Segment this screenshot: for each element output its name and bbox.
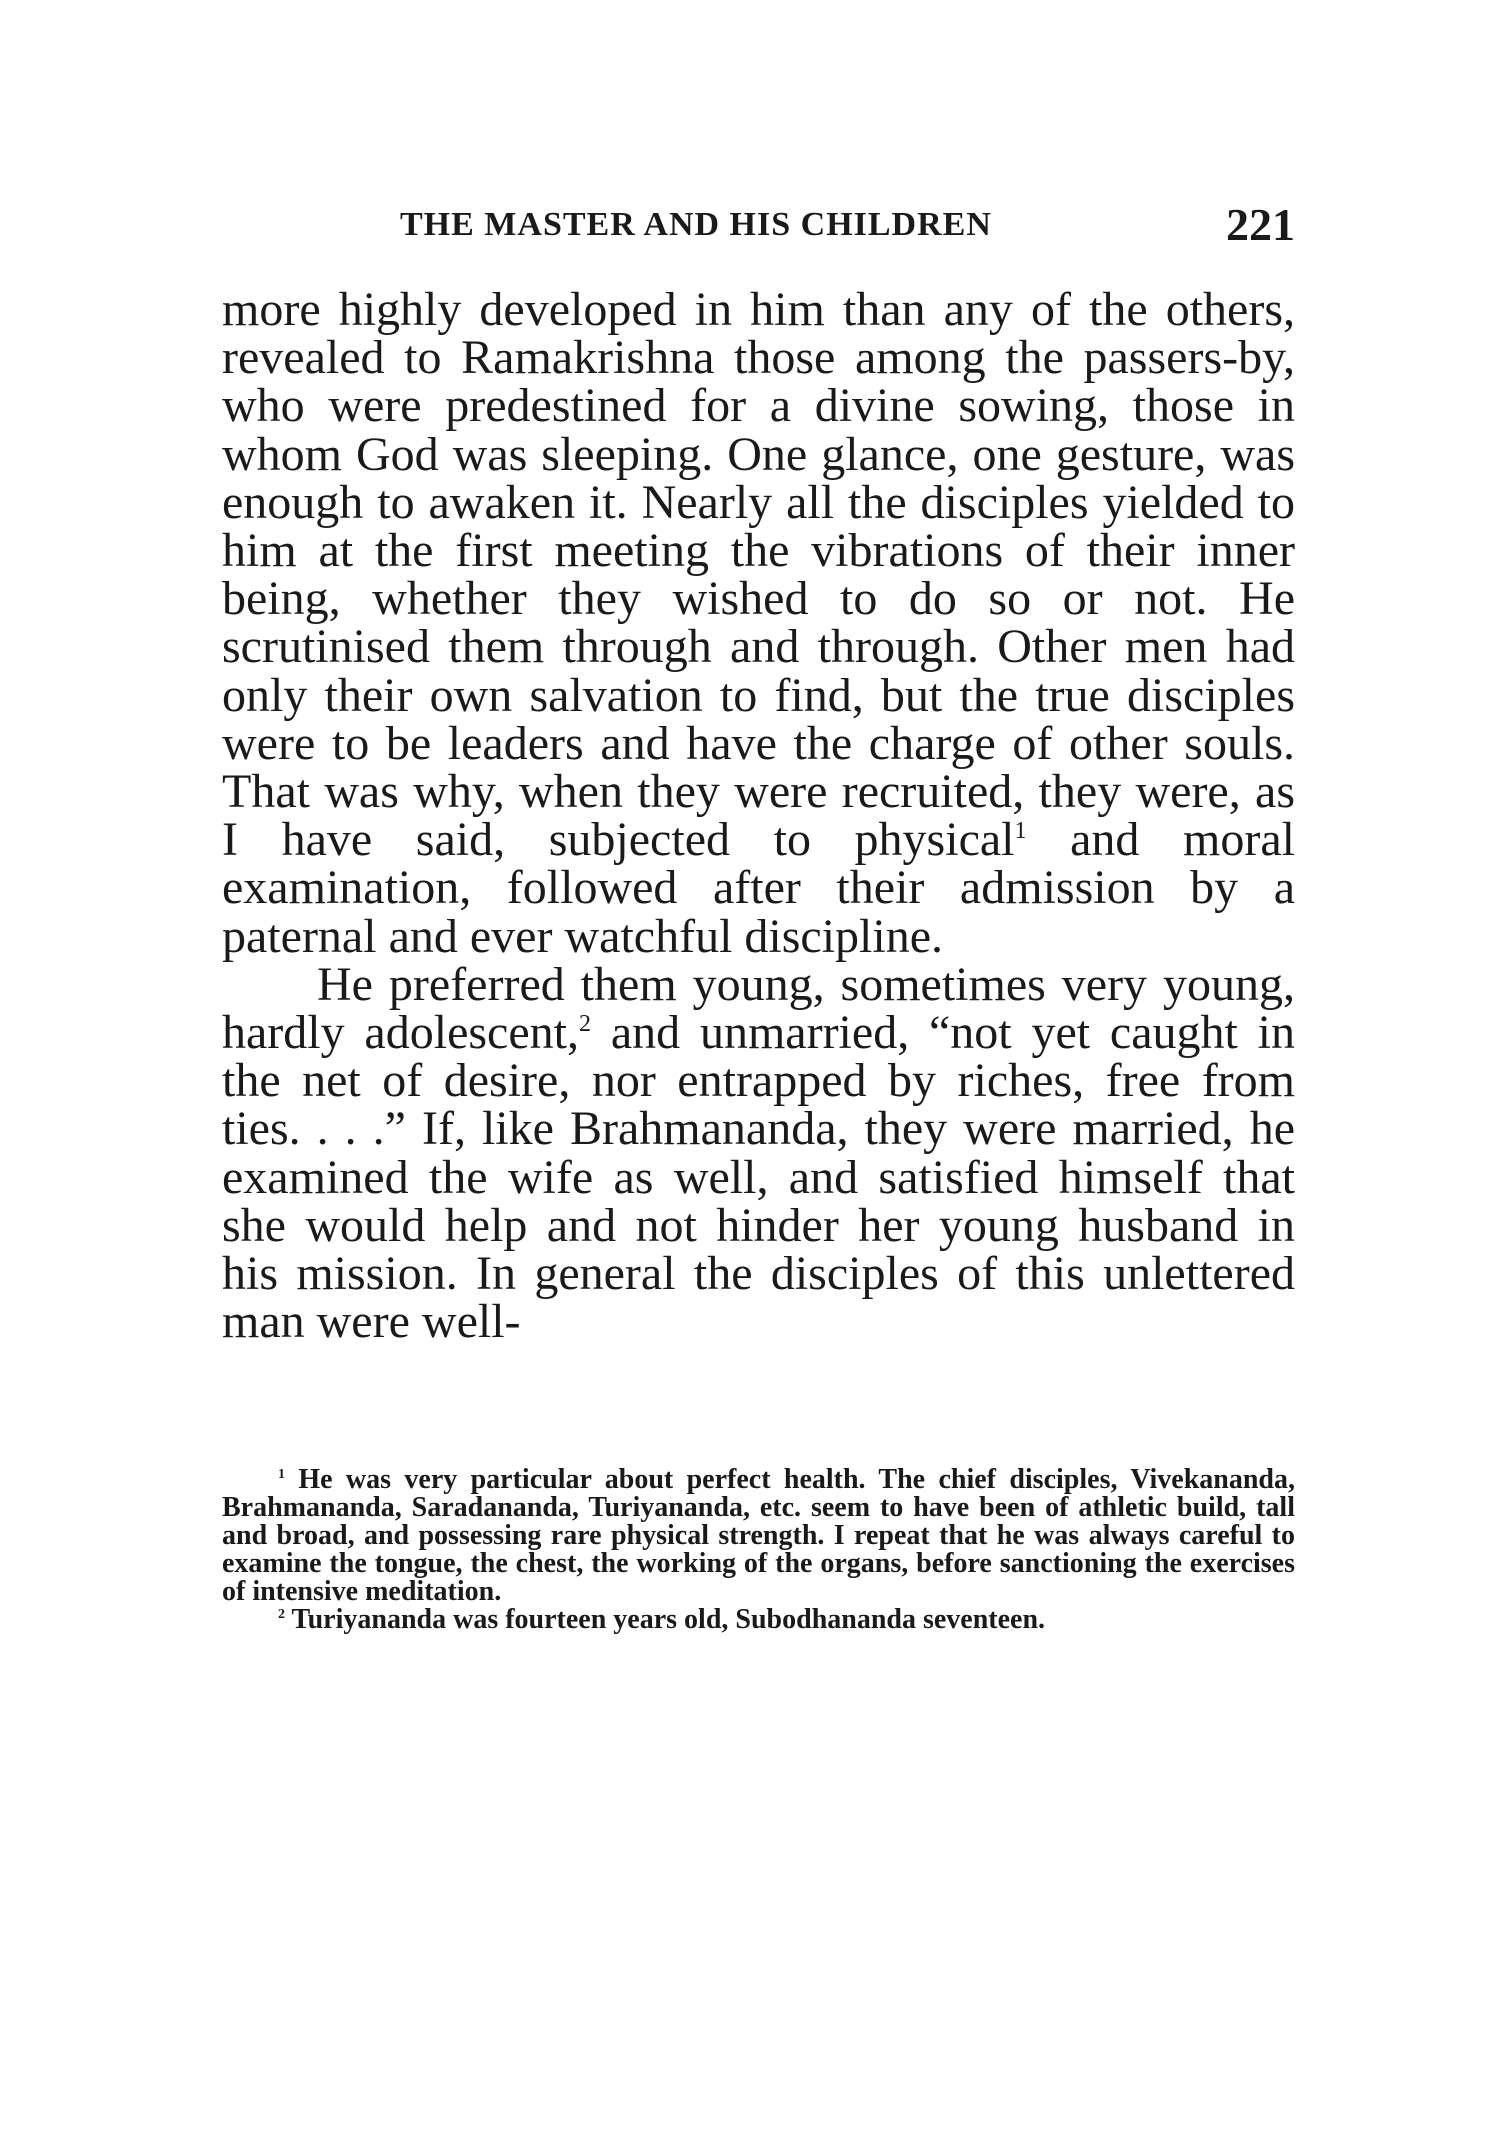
paragraph-text: more highly developed in him than any of the others, revealed to Ramakrishna those among the passers-by, who were predestined for a divine sowing, those in whom God was sleeping. One glance, one gesture, was enough to awaken it. Nearly all the disciples yielded to him at the first meeting the vibrations of their inner being, whether they wished to do so or not. He scrutinised them through and through. Other men had only their own salvation to find, but the true disciples were to be leaders and have the charge of other souls. That was why, when they were recruited, they were, as I have said, subjected to physical: [222, 283, 1295, 867]
paragraph: [222, 957, 1295, 1349]
footnote-reference: 1: [1014, 818, 1027, 845]
running-head: [222, 198, 1295, 258]
paragraph-text: and moral examination, followed after their admission by a paternal and ever watchful discipline.: [222, 813, 1295, 963]
footnotes: [222, 1466, 1295, 1634]
footnote: [222, 1466, 1295, 1606]
footnote-text: He was very particular about perfect health. The chief disciples, Vivekananda, Brahmananda, Saradananda, Turiyananda, etc. seem to have been of athletic build, tall and broad, and possessing rare physical strength. I repeat that he was always careful to examine the tongue, the chest, the working of the organs, before sanctioning the exercises of intensive meditation.: [222, 1464, 1295, 1608]
page-number: 221: [1226, 199, 1295, 250]
paragraph: [222, 283, 1295, 963]
footnote-text: Turiyananda was fourteen years old, Subodhananda seventeen.: [291, 1604, 1046, 1636]
footnote-marker: 1: [278, 1467, 285, 1483]
paragraph-text: He preferred them young, sometimes very young, hardly adolescent,: [222, 957, 1295, 1060]
footnote-marker: 2: [278, 1607, 285, 1623]
body-text: [222, 283, 1295, 1349]
book-page: [222, 198, 1295, 1634]
footnote-reference: 2: [579, 1011, 592, 1038]
running-head-title: THE MASTER AND HIS CHILDREN: [400, 206, 992, 243]
paragraph-text: and unmarried, “not yet caught in the net of desire, nor entrapped by riches, free from ties. . . .” If, like Brahmananda, they were married, he examined the wife as well, and satisfied himself that she would help and not hinder her young husband in his mission. In general the disciples of this unlettered man were well-: [222, 1006, 1295, 1349]
footnote: [222, 1606, 1295, 1634]
